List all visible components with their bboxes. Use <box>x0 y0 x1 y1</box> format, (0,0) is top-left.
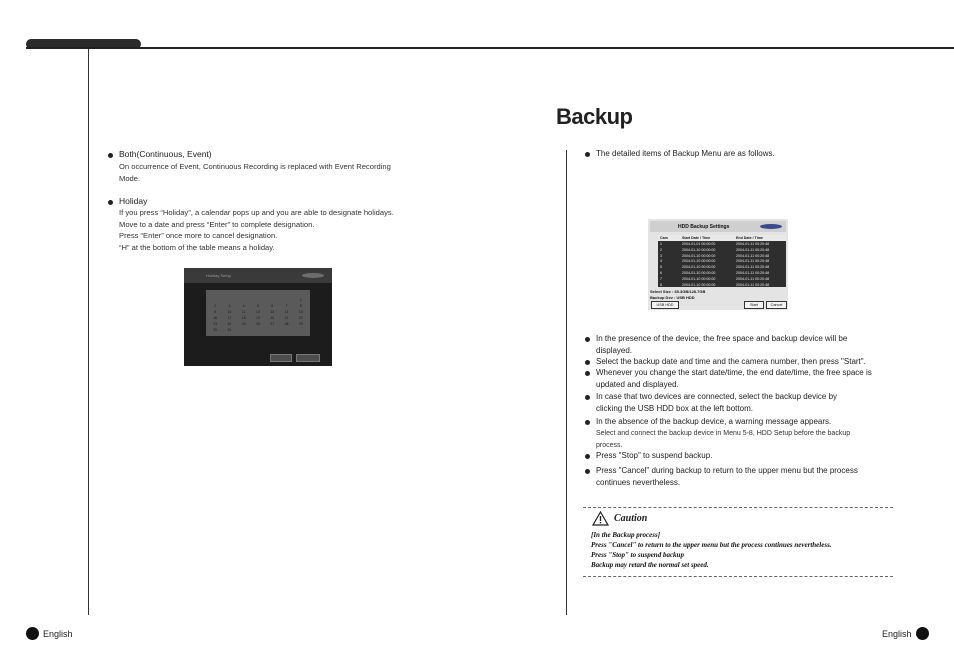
backup-device: Backup Dev : USB HDD <box>650 295 695 300</box>
bullet-dot <box>585 420 590 425</box>
item-body-line: Move to a date and press “Enter” to complete designation. <box>119 220 315 229</box>
calendar-title: Holiday Setup <box>206 273 231 278</box>
caution-top-rule <box>583 507 893 508</box>
table-cell: 2004-01-11 00:20:48 <box>736 259 770 264</box>
table-cell: 2004-01-10 00:00:00 <box>682 265 716 270</box>
caution-line: [In the Backup process] <box>591 531 661 539</box>
table-cell: 2 <box>660 247 662 252</box>
calendar-day[interactable]: 20 <box>270 316 275 320</box>
bullet-dot <box>585 469 590 474</box>
bullet-line: In case that two devices are connected, select the backup device by <box>596 392 838 401</box>
bullet-dot <box>585 152 590 157</box>
item-body-line: If you press “Holiday”, a calendar pops up and you are able to designate holidays. <box>119 208 394 217</box>
select-size: Select Size : 65.3GB/128.7GB <box>650 289 706 294</box>
item-heading: Holiday <box>119 196 148 206</box>
bullet-dot <box>585 360 590 365</box>
table-cell: 7 <box>660 276 662 281</box>
item-body-line: Press “Enter” once more to cancel designation. <box>119 231 278 240</box>
bullet-line: Press "Cancel" during backup to return to the upper menu but the process <box>596 466 858 475</box>
bullet-note: process. <box>596 442 623 449</box>
calendar-day[interactable]: 8 <box>299 304 302 308</box>
table-cell: 2004-01-10 00:00:00 <box>682 271 716 275</box>
table-cell: 2004-01-11 00:20:48 <box>736 276 770 281</box>
calendar-day[interactable]: 31 <box>227 328 232 332</box>
bullet-dot <box>585 337 590 342</box>
table-cell: 2004-01-11 00:20:48 <box>736 253 770 258</box>
calendar-day[interactable]: 24 <box>227 322 232 326</box>
calendar-day[interactable]: 13 <box>270 310 275 314</box>
calendar-day[interactable]: 28 <box>284 322 289 326</box>
footer-dot <box>26 627 39 640</box>
calendar-day[interactable]: 2 <box>214 304 217 308</box>
bullet-line: clicking the USB HDD box at the left bottom. <box>596 404 753 413</box>
backup-table <box>658 235 786 287</box>
bullet-line: continues nevertheless. <box>596 478 681 487</box>
item-heading: Both(Continuous, Event) <box>119 149 212 159</box>
table-cell: 2004-01-11 00:20:48 <box>736 282 770 287</box>
calendar-day[interactable]: 1 <box>299 298 302 302</box>
footer-dot <box>916 627 929 640</box>
calendar-day[interactable]: 14 <box>284 310 289 314</box>
holiday-calendar-screen <box>184 268 332 366</box>
table-cell: 2004-01-11 00:20:48 <box>736 247 770 252</box>
table-cell: 2004-01-11 00:20:48 <box>736 265 770 270</box>
caution-line: Press "Stop" to suspend backup <box>591 551 684 559</box>
footer-language: English <box>882 629 912 639</box>
warning-icon <box>592 511 609 526</box>
caution-label: Caution <box>614 513 648 524</box>
calendar-day[interactable]: 3 <box>228 304 231 308</box>
table-cell: 2004-01-10 00:00:00 <box>682 247 716 252</box>
calendar-day[interactable]: 18 <box>241 316 246 320</box>
bullet-line: Select the backup date and time and the camera number, then press "Start". <box>596 357 866 366</box>
calendar-day[interactable]: 22 <box>298 316 303 320</box>
calendar-day[interactable]: 12 <box>256 310 260 314</box>
column-header: End Date / Time <box>736 236 763 240</box>
calendar-day[interactable]: 21 <box>284 316 289 320</box>
bullet-dot <box>585 371 590 376</box>
brand-logo <box>302 273 324 278</box>
table-cell: 4 <box>660 259 662 264</box>
bullet-line: Whenever you change the start date/time, the end date/time, the free space is <box>596 368 872 377</box>
usb-hdd-button[interactable]: USB HDD <box>651 301 679 309</box>
calendar-day[interactable]: 10 <box>227 310 232 314</box>
start-button[interactable]: Start <box>744 301 764 309</box>
table-cell: 3 <box>660 253 662 258</box>
caution-line: Press "Cancel" to return to the upper menu but the process continues nevertheless. <box>591 541 832 549</box>
calendar-day[interactable]: 6 <box>271 304 274 308</box>
table-cell: 1 <box>660 242 662 246</box>
item-body-line: Mode. <box>119 174 141 183</box>
calendar-day[interactable]: 11 <box>241 310 246 314</box>
table-cell: 2004-01-11 00:20:48 <box>736 271 770 275</box>
calendar-day[interactable]: 17 <box>227 316 232 320</box>
calendar-day[interactable]: 9 <box>214 310 217 314</box>
table-cell: 2004-01-10 00:00:00 <box>682 282 716 287</box>
table-cell: 2004-01-10 00:00:00 <box>682 276 716 281</box>
intro-text: The detailed items of Backup Menu are as follows. <box>596 149 775 158</box>
calendar-day[interactable]: 19 <box>256 316 260 320</box>
center-margin-line <box>566 150 567 615</box>
table-cell: 8 <box>660 282 662 287</box>
calendar-day[interactable]: 27 <box>270 322 275 326</box>
footer-language: English <box>43 629 73 639</box>
calendar-day[interactable]: 16 <box>213 316 218 320</box>
hdd-backup-screen <box>648 219 788 310</box>
left-margin-line <box>88 49 89 615</box>
bullet-dot <box>108 153 113 158</box>
page-title: Backup <box>556 104 633 129</box>
bullet-line: Press "Stop" to suspend backup. <box>596 451 713 460</box>
calendar-day[interactable]: 5 <box>257 304 259 308</box>
header-rule <box>26 47 954 49</box>
table-cell: 2004-01-10 00:00:00 <box>682 253 716 258</box>
item-body-line: “H” at the bottom of the table means a holiday. <box>119 243 275 252</box>
calendar-day[interactable]: 25 <box>241 322 246 326</box>
calendar-day[interactable]: 26 <box>256 322 260 326</box>
bullet-dot <box>585 454 590 459</box>
bullet-dot <box>108 200 113 205</box>
caution-bottom-rule <box>583 576 893 577</box>
calendar-day[interactable]: 23 <box>213 322 218 326</box>
bullet-line: displayed. <box>596 346 633 355</box>
calendar-day[interactable]: 15 <box>298 310 303 314</box>
screen-title: HDD Backup Settings <box>678 224 730 230</box>
table-row[interactable] <box>658 282 786 288</box>
calendar-grid <box>208 297 308 333</box>
table-cell: 2004-01-01 00:00:00 <box>682 242 716 246</box>
calendar-day[interactable]: 30 <box>213 328 218 332</box>
bullet-dot <box>585 395 590 400</box>
bullet-line: updated and displayed. <box>596 380 679 389</box>
brand-logo <box>760 224 782 229</box>
table-cell: 5 <box>660 265 662 270</box>
calendar-day[interactable]: 4 <box>242 304 245 308</box>
calendar-cancel-button[interactable] <box>296 354 320 362</box>
column-header: Start Date / Time <box>682 236 711 240</box>
bullet-line: In the presence of the device, the free space and backup device will be <box>596 334 848 343</box>
table-cell: 2004-01-10 00:00:00 <box>682 259 716 264</box>
table-cell: 2004-01-11 00:20:48 <box>736 242 770 246</box>
calendar-ok-button[interactable] <box>270 354 292 362</box>
bullet-note: Select and connect the backup device in Menu 5-8, HDD Setup before the backup <box>596 430 851 437</box>
table-cell: 6 <box>660 271 662 275</box>
item-body-line: On occurrence of Event, Continuous Recording is replaced with Event Recording <box>119 162 391 171</box>
calendar-day[interactable]: 7 <box>285 304 288 308</box>
bullet-line: In the absence of the backup device, a warning message appears. <box>596 417 832 426</box>
caution-line: Backup may retard the normal set speed. <box>591 561 709 569</box>
column-header: Cam <box>660 236 668 240</box>
cancel-button[interactable]: Cancel <box>766 301 787 309</box>
calendar-day[interactable]: 29 <box>298 322 303 326</box>
